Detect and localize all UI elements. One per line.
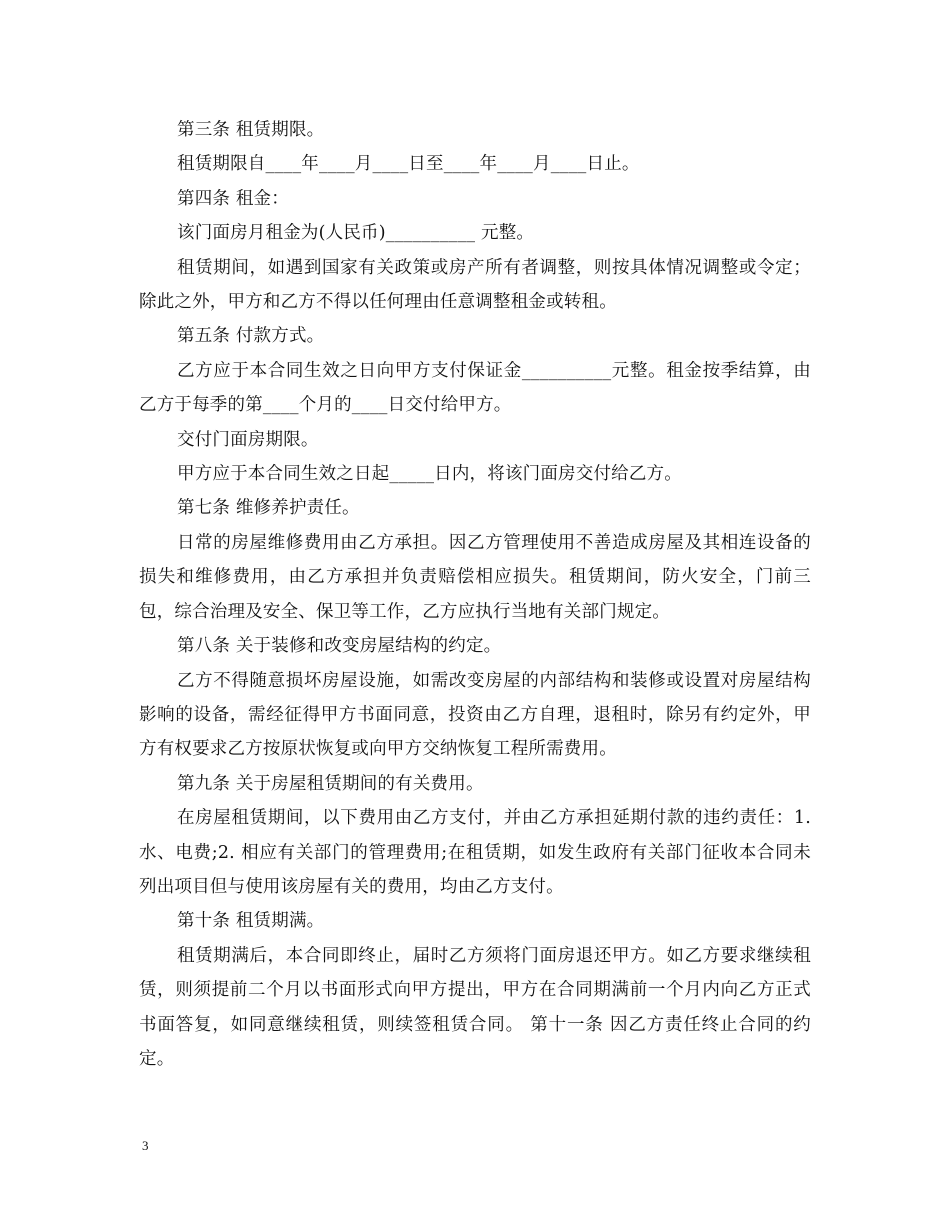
paragraph-payment-method: 乙方应于本合同生效之日向甲方支付保证金__________元整。租金按季结算，由乙方于每季的第____个月的____日交付给甲方。: [139, 360, 811, 416]
paragraph-delivery-heading: 交付门面房期限。: [177, 429, 319, 450]
paragraph-lease-term: 租赁期限自____年____月____日至____年____月____日止。: [177, 154, 640, 175]
paragraph-rent-adjustment: 租赁期间，如遇到国家有关政策或房产所有者调整，则按具体情况调整或令定；除此之外，甲方和乙方不得以任何理由任意调整租金或转租。: [139, 257, 811, 313]
paragraph-article-4-heading: 第四条 租金：: [177, 188, 289, 209]
paragraph-lease-expiry: 租赁期满后，本合同即终止，届时乙方须将门面房退还甲方。如乙方要求继续租赁，则须提前二个月以书面形式向甲方提出，甲方在合同期满前一个月内向乙方正式书面答复，如同意继续租赁，则续签租赁合同。 第十一条 因乙方责任终止合同的约定。: [139, 945, 811, 1069]
paragraph-article-10-heading: 第十条 租赁期满。: [177, 911, 325, 932]
page-number: 3: [142, 1138, 149, 1153]
paragraph-article-7-heading: 第七条 维修养护责任。: [177, 498, 360, 519]
paragraph-article-3-heading: 第三条 租赁期限。: [177, 120, 325, 140]
paragraph-renovation: 乙方不得随意损坏房屋设施，如需改变房屋的内部结构和装修或设置对房屋结构影响的设备，需经征得甲方书面同意，投资由乙方自理，退租时，除另有约定外，甲方有权要求乙方按原状恢复或向甲方交纳恢复工程所需费用。: [139, 670, 811, 760]
paragraph-delivery-term: 甲方应于本合同生效之日起_____日内，将该门面房交付给乙方。: [177, 464, 682, 485]
paragraph-article-5-heading: 第五条 付款方式。: [177, 326, 325, 347]
paragraph-article-9-heading: 第九条 关于房屋租赁期间的有关费用。: [177, 773, 484, 794]
paragraph-maintenance: 日常的房屋维修费用由乙方承担。因乙方管理使用不善造成房屋及其相连设备的损失和维修费用，由乙方承担并负责赔偿相应损失。租赁期间，防火安全，门前三包，综合治理及安全、保卫等工作，乙方应执行当地有关部门规定。: [139, 532, 811, 622]
paragraph-lease-expenses: 在房屋租赁期间，以下费用由乙方支付，并由乙方承担延期付款的违约责任：1.水、电费;2. 相应有关部门的管理费用;在租赁期，如发生政府有关部门征收本合同未列出项目但与使用该房屋有关的费用，均由乙方支付。: [139, 808, 811, 897]
paragraph-article-8-heading: 第八条 关于装修和改变房屋结构的约定。: [177, 636, 502, 657]
document-body: [139, 113, 811, 1076]
paragraph-monthly-rent: 该门面房月租金为(人民币)__________ 元整。: [177, 223, 535, 244]
